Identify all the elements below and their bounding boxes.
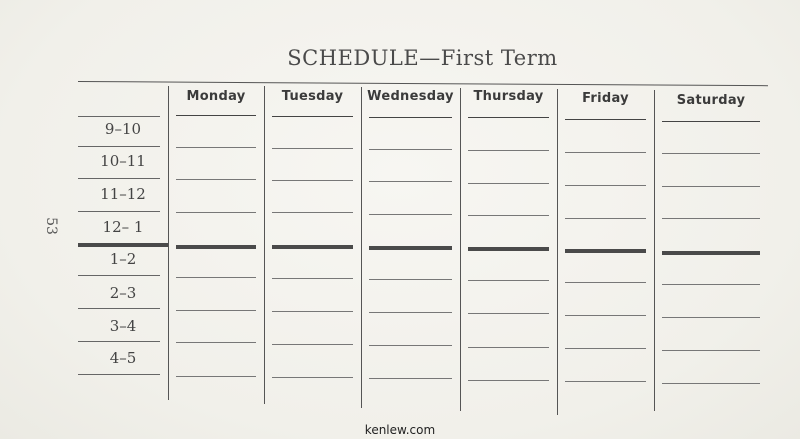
- writing-line: [369, 279, 452, 280]
- writing-line: [176, 179, 256, 180]
- writing-line: [272, 311, 353, 312]
- writing-line: [369, 378, 452, 379]
- writing-line: [565, 185, 646, 186]
- writing-line: [272, 212, 353, 213]
- writing-line: [662, 317, 760, 318]
- writing-line: [662, 383, 760, 384]
- lunch-divider: [468, 247, 549, 251]
- writing-line: [176, 376, 256, 377]
- lunch-divider: [662, 251, 760, 255]
- writing-line: [662, 284, 760, 285]
- writing-line: [369, 345, 452, 346]
- writing-line: [369, 181, 452, 182]
- writing-line: [468, 215, 549, 216]
- writing-line: [176, 115, 256, 116]
- writing-line: [176, 342, 256, 343]
- writing-line: [662, 121, 760, 122]
- time-slot-rule: [78, 275, 160, 276]
- time-slot-rule: [78, 178, 160, 179]
- writing-line: [468, 313, 549, 314]
- lunch-divider: [272, 245, 353, 249]
- day-column-wednesday: [361, 0, 460, 439]
- writing-line: [662, 186, 760, 187]
- writing-line: [272, 377, 353, 378]
- time-slot-rule: [78, 116, 160, 117]
- day-header: Friday: [582, 91, 629, 106]
- day-column-friday: [557, 0, 654, 439]
- schedule-title: SCHEDULE—First Term: [287, 46, 558, 70]
- writing-line: [272, 344, 353, 345]
- writing-line: [272, 148, 353, 149]
- writing-line: [176, 277, 256, 278]
- time-slot-label: 11–12: [100, 185, 146, 203]
- day-column-thursday: [460, 0, 557, 439]
- writing-line: [662, 218, 760, 219]
- day-header: Monday: [186, 89, 246, 104]
- writing-line: [468, 117, 549, 118]
- day-column-monday: [168, 0, 264, 439]
- footer-credit: kenlew.com: [364, 423, 436, 437]
- writing-line: [369, 149, 452, 150]
- writing-line: [662, 350, 760, 351]
- writing-line: [565, 218, 646, 219]
- time-slot-label: 10–11: [100, 152, 146, 170]
- writing-line: [468, 150, 549, 151]
- lunch-divider: [565, 249, 646, 253]
- time-slot-rule: [78, 211, 160, 212]
- writing-line: [468, 380, 549, 381]
- lunch-divider: [78, 243, 168, 247]
- lunch-divider: [176, 245, 256, 249]
- day-header: Thursday: [473, 89, 544, 104]
- writing-line: [662, 153, 760, 154]
- writing-line: [565, 282, 646, 283]
- time-slot-label: 4–5: [109, 349, 137, 367]
- time-slot-label: 3–4: [109, 317, 137, 335]
- day-column-tuesday: [264, 0, 361, 439]
- time-slot-rule: [78, 341, 160, 342]
- writing-line: [369, 214, 452, 215]
- page-number: 53: [42, 217, 59, 235]
- time-column: [78, 0, 168, 439]
- time-slot-label: 12– 1: [102, 218, 144, 236]
- writing-line: [565, 315, 646, 316]
- day-column-saturday: [654, 0, 768, 439]
- writing-line: [468, 280, 549, 281]
- lunch-divider: [369, 246, 452, 250]
- day-header: Saturday: [676, 93, 746, 108]
- writing-line: [369, 117, 452, 118]
- writing-line: [565, 119, 646, 120]
- day-header: Tuesday: [281, 89, 344, 104]
- time-slot-rule: [78, 308, 160, 309]
- writing-line: [565, 381, 646, 382]
- writing-line: [468, 347, 549, 348]
- writing-line: [468, 183, 549, 184]
- time-slot-label: 2–3: [109, 284, 137, 302]
- time-slot-label: 1–2: [109, 250, 137, 268]
- writing-line: [176, 212, 256, 213]
- writing-line: [272, 278, 353, 279]
- writing-line: [176, 310, 256, 311]
- time-slot-label: 9–10: [104, 120, 142, 138]
- writing-line: [565, 348, 646, 349]
- writing-line: [272, 180, 353, 181]
- writing-line: [369, 312, 452, 313]
- day-header: Wednesday: [367, 89, 454, 104]
- writing-line: [565, 152, 646, 153]
- time-slot-rule: [78, 146, 160, 147]
- writing-line: [272, 116, 353, 117]
- time-slot-rule: [78, 374, 160, 375]
- writing-line: [176, 147, 256, 148]
